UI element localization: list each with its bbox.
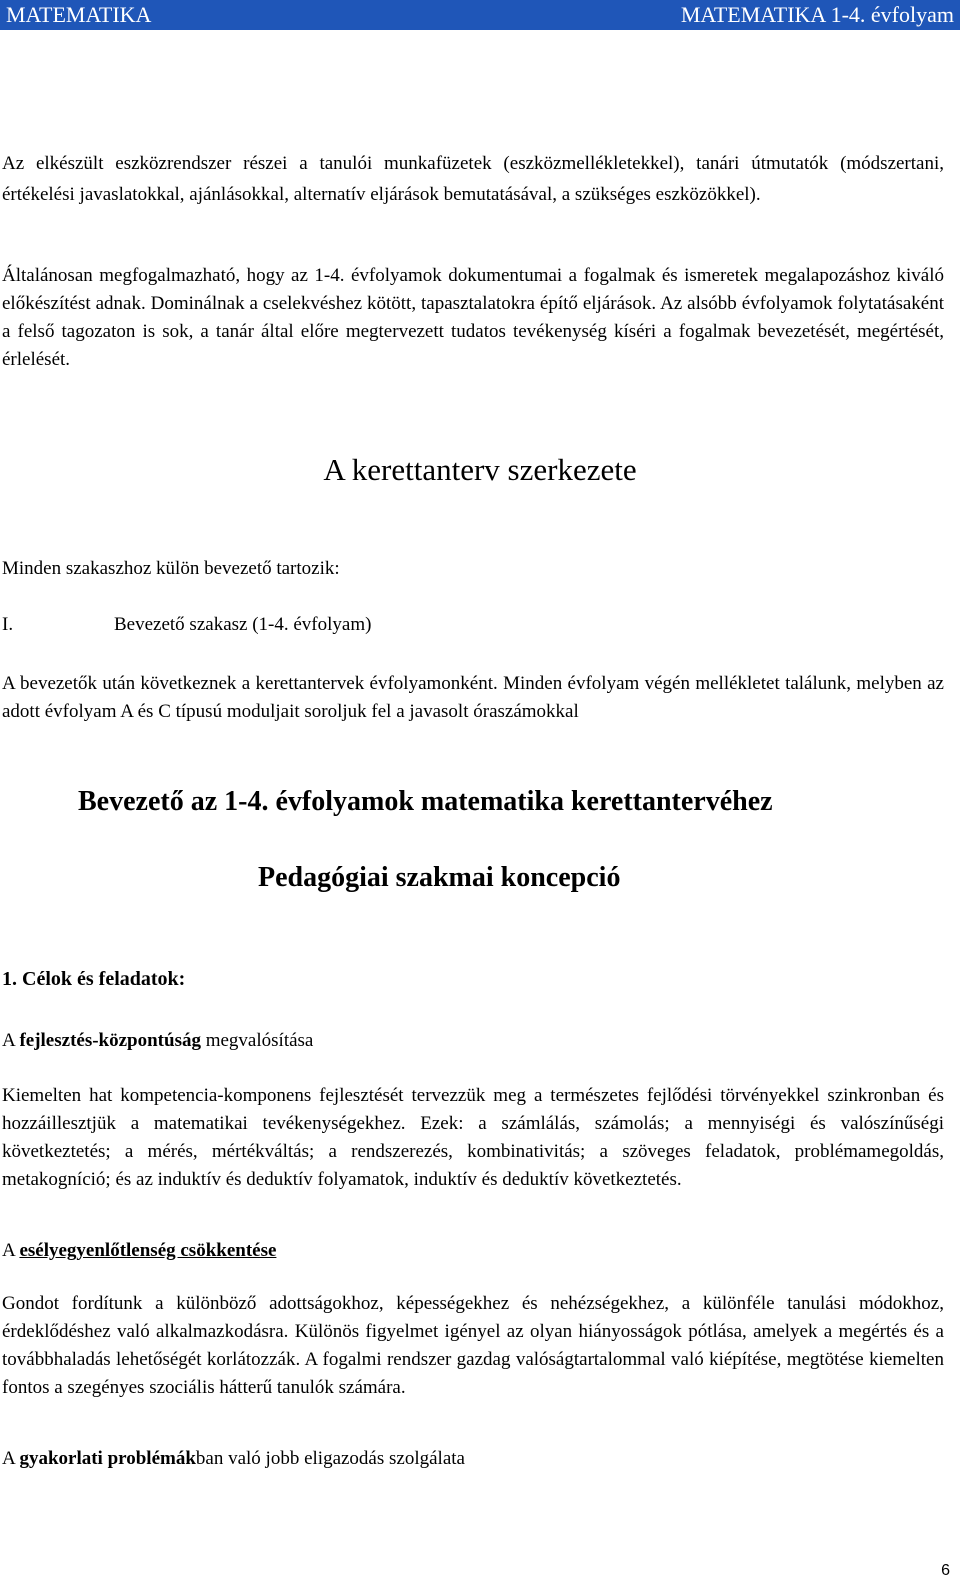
list-item-text: Bevezető szakasz (1-4. évfolyam) [114, 614, 372, 635]
header-right-title: MATEMATIKA 1-4. évfolyam [680, 2, 954, 27]
page-header [0, 0, 960, 30]
goals-subheading-2: A esélyegyenlőtlenség csökkentése [2, 1240, 277, 1261]
concept-heading: Pedagógiai szakmai koncepció [258, 862, 621, 893]
goals-paragraph-2: Gondot fordítunk a különböző adottságokhoz, képességekhez és nehézségekhez, a különféle tanulási módokhoz, érdeklődéshez való alkalmazkodásra. Különös figyelmet igényel az olyan hiányosságok pótlása, amelyek a megértés és a továbbhaladás lehetőségét korlátozzák. A fogalmi rendszer gazdag valóságtartalommal való kiépítése, megtötése kiemelten fontos a szegényes szociális hátterű tanulók számára. [2, 1293, 944, 1398]
page-number: 6 [941, 1562, 950, 1579]
intro-paragraph-1: Az elkészült eszközrendszer részei a tanulói munkafüzetek (eszközmellékletekkel), tanári útmutatók (módszertani, értékelési javaslatokkal, ajánlásokkal, alternatív eljárások bemutatásával, a szükséges eszközökkel). [2, 153, 944, 205]
intro-heading: Bevezető az 1-4. évfolyamok matematika kerettantervéhez [78, 786, 773, 817]
goals-heading: 1. Célok és feladatok: [2, 968, 186, 990]
structure-heading: A kerettanterv szerkezete [323, 452, 637, 487]
structure-list-item [2, 614, 371, 636]
header-left-title: MATEMATIKA [6, 2, 152, 27]
goals-subheading-3: A gyakorlati problémákban való jobb eligazodás szolgálata [2, 1448, 465, 1469]
structure-after-paragraph: A bevezetők után következnek a kerettantervek évfolyamonként. Minden évfolyam végén mellékletet találunk, melyben az adott évfolyam A és C típusú moduljait soroljuk fel a javasolt óraszámokkal [2, 673, 944, 722]
intro-paragraph-2: Általánosan megfogalmazható, hogy az 1-4. évfolyamok dokumentumai a fogalmak és ismeretek megalapozáshoz kiváló előkészítést adnak. Dominálnak a cselekvéshez kötött, tapasztalatokra építő eljárások. Az alsóbb évfolyamok folytatásaként a felső tagozaton is sok, a tanár által előre megtervezett tudatos tevékenység kíséri a fogalmak bevezetését, megértését, érlelését. [2, 265, 944, 370]
list-item-number: I. [2, 614, 14, 635]
goals-paragraph-1: Kiemelten hat kompetencia-komponens fejlesztését tervezzük meg a természetes fejlődési törvényekkel szinkronban és hozzáillesztjük a matematikai tevékenységekhez. Ezek: a számlálás, számolás; a mennyiségi és valószínűségi következtetés; a mérés, mértékváltás; a rendszerezés, kombinativitás; a szöveges feladatok, problémamegoldás, metakogníció; és az induktív és deduktív folyamatok, induktív és deduktív következtetés. [2, 1085, 944, 1190]
goals-subheading-1: A fejlesztés-központúság megvalósítása [2, 1030, 314, 1051]
structure-intro: Minden szakaszhoz külön bevezető tartozik: [2, 558, 340, 579]
